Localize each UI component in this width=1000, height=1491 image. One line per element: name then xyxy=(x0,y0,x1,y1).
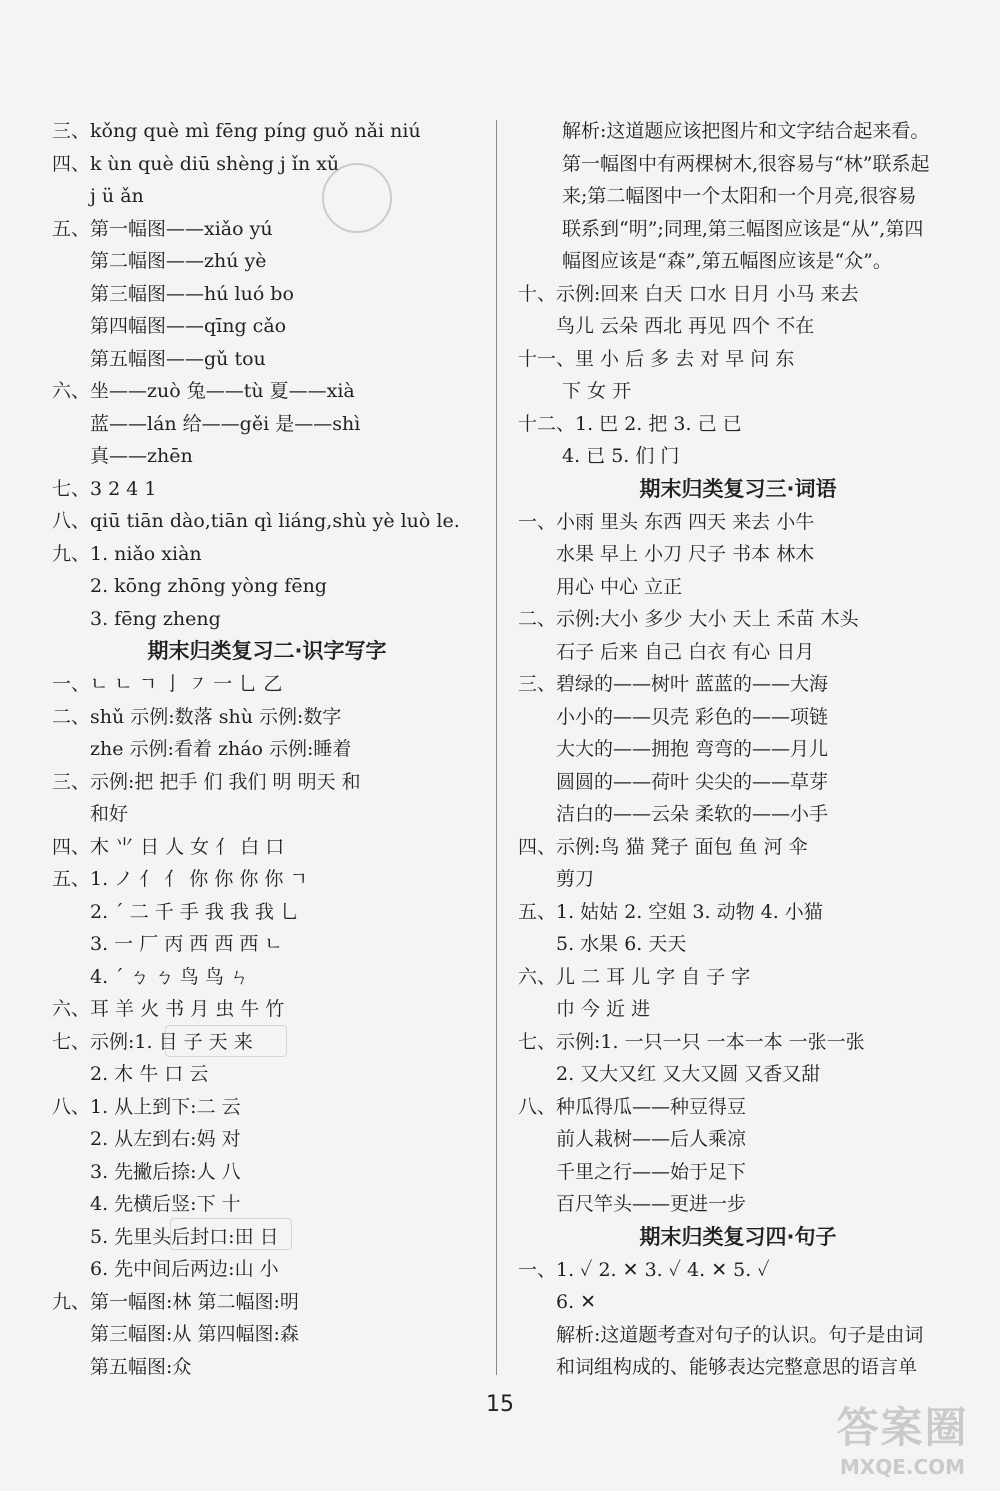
answer-line: zhe 示例:看着 zháo 示例:睡着 xyxy=(90,738,352,760)
watermark-title: 答案圈 xyxy=(836,1403,969,1452)
answer-line: 五、1. 姑姑 2. 空姐 3. 动物 4. 小猫 xyxy=(518,900,823,923)
answer-line: 来;第二幅图中一个太阳和一个月亮,很容易 xyxy=(562,185,917,207)
answer-line: 第四幅图——qīng cǎo xyxy=(90,315,287,337)
stamp-icon xyxy=(170,1218,292,1250)
answer-line: 4. 先横后竖:下 十 xyxy=(90,1193,241,1215)
answer-line: 二、shǔ 示例:数落 shù 示例:数字 xyxy=(52,705,342,728)
answer-line: 千里之行——始于足下 xyxy=(556,1160,747,1183)
answer-line: 前人栽树——后人乘凉 xyxy=(556,1128,747,1150)
answer-line: 6. ✕ xyxy=(556,1291,597,1313)
section-title: 期末归类复习二·识字写字 xyxy=(147,639,387,663)
answer-line: 七、示例:1. 一只一只 一本一本 一张一张 xyxy=(518,1030,865,1053)
answer-line: 四、木 ⺌ 日 人 女 亻 白 口 xyxy=(52,835,285,858)
answer-line: 四、示例:鸟 猫 凳子 面包 鱼 河 伞 xyxy=(518,835,808,858)
answer-line: 和好 xyxy=(90,803,129,825)
answer-line: 2. kōng zhōng yòng fēng xyxy=(90,575,327,597)
answer-line: 一、小雨 里头 东西 四天 来去 小牛 xyxy=(518,510,815,533)
answer-line: 联系到“明”;同理,第三幅图应该是“从”,第四 xyxy=(562,217,924,240)
answer-line: 2. 木 牛 口 云 xyxy=(90,1063,209,1085)
answer-line: 三、kǒng què mì fēng píng guǒ nǎi niú xyxy=(52,120,421,142)
column-divider xyxy=(496,120,497,1375)
answer-line: 十、示例:回来 白天 口水 日月 小马 来去 xyxy=(518,282,859,305)
answer-line: 下 女 开 xyxy=(562,380,632,402)
watermark-logo xyxy=(815,1395,990,1480)
answer-line: 巾 今 近 进 xyxy=(556,998,651,1020)
answer-line: 幅图应该是“森”,第五幅图应该是“众”。 xyxy=(562,250,892,272)
answer-line: 九、1. niǎo xiàn xyxy=(52,542,202,565)
answer-line: 解析:这道题应该把图片和文字结合起来看。 xyxy=(562,120,930,142)
answer-line: 第二幅图——zhú yè xyxy=(90,250,267,272)
answer-line: 六、儿 二 耳 儿 字 自 子 字 xyxy=(518,965,751,988)
answer-line: 圆圆的——荷叶 尖尖的——草芽 xyxy=(556,770,829,793)
answer-line: 五、1. ノ 亻 亻 你 你 你 你 ㄱ xyxy=(52,868,308,890)
answer-line: 蓝——lán 给——gěi 是——shì xyxy=(90,412,361,435)
answer-line: 5. 水果 6. 天天 xyxy=(556,933,687,955)
answer-line: 第一幅图中有两棵树木,很容易与“林”联系起 xyxy=(562,152,930,175)
answer-line: 第五幅图——gǔ tou xyxy=(90,347,266,370)
answer-line: 八、qiū tiān dào,tiān qì liáng,shù yè luò le. xyxy=(52,510,460,532)
section-title: 期末归类复习三·词语 xyxy=(639,476,837,501)
answer-line: 十二、1. 巴 2. 把 3. 己 已 xyxy=(518,412,742,435)
answer-line: 十一、里 小 后 多 去 对 早 问 东 xyxy=(518,347,795,370)
left-column xyxy=(52,115,482,1383)
answer-line: 六、坐——zuò 兔——tù 夏——xià xyxy=(52,380,355,402)
answer-line: 石子 后来 自己 白衣 有心 日月 xyxy=(556,640,815,663)
answer-line: 剪刀 xyxy=(556,868,595,890)
answer-line: 一、1. ✓ 2. ✕ 3. ✓ 4. ✕ 5. ✓ xyxy=(518,1258,770,1281)
answer-line: 鸟儿 云朵 西北 再见 四个 不在 xyxy=(556,315,815,337)
answer-line: 四、k ùn què diū shèng j ǐn xǔ xyxy=(52,152,340,175)
answer-line: 2. 从左到右:妈 对 xyxy=(90,1128,241,1150)
answer-line: 3. fēng zheng xyxy=(90,607,221,630)
answer-line: 真——zhēn xyxy=(90,445,193,467)
answer-line: 三、碧绿的——树叶 蓝蓝的——大海 xyxy=(518,673,829,695)
answer-line: j ü ǎn xyxy=(90,185,144,207)
answer-line: 2. 又大又红 又大又圆 又香又甜 xyxy=(556,1063,821,1085)
answer-line: 一、ㄴ ㄴ ㄱ 亅 ㇇ 一 乚 乙 xyxy=(52,673,283,695)
answer-line: 九、第一幅图:林 第二幅图:明 xyxy=(52,1290,299,1313)
answer-line: 用心 中心 立正 xyxy=(556,575,683,598)
stamp-icon xyxy=(322,163,392,233)
answer-line: 洁白的——云朵 柔软的——小手 xyxy=(556,803,829,825)
answer-line: 八、种瓜得瓜——种豆得豆 xyxy=(518,1095,747,1118)
stamp-icon xyxy=(165,1025,287,1057)
answer-line: 六、耳 羊 火 书 月 虫 牛 竹 xyxy=(52,998,285,1020)
answer-line: 小小的——贝壳 彩色的——项链 xyxy=(556,705,829,728)
answer-line: 水果 早上 小刀 尺子 书本 林木 xyxy=(556,543,815,565)
answer-line: 3. 先撇后捺:人 八 xyxy=(90,1160,241,1183)
answer-line: 二、示例:大小 多少 大小 天上 禾苗 木头 xyxy=(518,608,859,630)
answer-line: 5. 先里头后封口:田 日 xyxy=(90,1225,279,1248)
answer-line: 大大的——拥抱 弯弯的——月儿 xyxy=(556,738,829,760)
answer-line: 三、示例:把 把手 们 我们 明 明天 和 xyxy=(52,770,361,793)
answer-line: 4. ˊ ㄅ ㄅ 鸟 鸟 ㄣ xyxy=(90,965,249,988)
page-number: 15 xyxy=(486,1392,514,1417)
watermark-url: MXQE.COM xyxy=(839,1455,966,1479)
answer-line: 2. ˊ 二 千 手 我 我 我 乚 xyxy=(90,900,299,923)
answer-line: 百尺竿头——更进一步 xyxy=(556,1193,747,1215)
right-column xyxy=(518,115,958,1384)
answer-line: 第五幅图:众 xyxy=(90,1355,192,1378)
answer-line: 五、第一幅图——xiǎo yú xyxy=(52,217,273,240)
section-title: 期末归类复习四·句子 xyxy=(639,1224,837,1249)
answer-line: 4. 已 5. 们 门 xyxy=(562,445,680,467)
answer-line: 七、示例:1. 目 子 天 来 xyxy=(52,1030,253,1053)
answer-line: 七、3 2 4 1 xyxy=(52,477,157,500)
answer-line: 第三幅图——hú luó bo xyxy=(90,282,294,305)
answer-line: 和词组构成的、能够表达完整意思的语言单 xyxy=(556,1356,918,1378)
answer-line: 解析:这道题考查对句子的认识。句子是由词 xyxy=(556,1323,924,1346)
answer-line: 6. 先中间后两边:山 小 xyxy=(90,1258,279,1280)
answer-line: 八、1. 从上到下:二 云 xyxy=(52,1095,241,1118)
answer-line: 3. 一 厂 丙 西 西 西 ㄴ xyxy=(90,933,283,955)
answer-line: 第三幅图:从 第四幅图:森 xyxy=(90,1323,299,1345)
